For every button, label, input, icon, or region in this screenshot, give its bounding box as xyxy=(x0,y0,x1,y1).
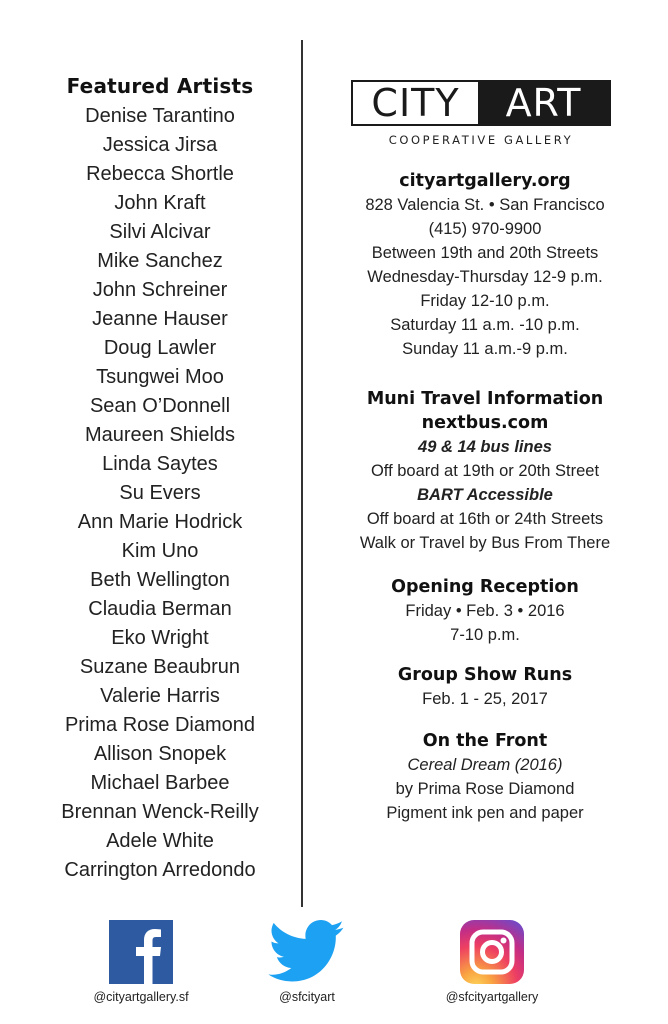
artwork-artist: by Prima Rose Diamond xyxy=(395,780,575,798)
artist-name: Beth Wellington xyxy=(90,569,230,591)
artist-name: Suzane Beaubrun xyxy=(79,656,241,678)
artist-name: Michael Barbee xyxy=(90,772,230,794)
artist-name: Prima Rose Diamond xyxy=(64,714,256,736)
logo-subtitle: COOPERATIVE GALLERY xyxy=(388,133,574,147)
group-show-dates: Feb. 1 - 25, 2017 xyxy=(422,690,548,708)
bart-offboard: Off board at 16th or 24th Streets xyxy=(366,510,604,528)
artist-name: John Kraft xyxy=(114,192,206,214)
facebook-handle: @cityartgallery.sf xyxy=(93,990,189,1004)
twitter-icon xyxy=(267,920,347,984)
facebook-link[interactable] xyxy=(86,920,196,1004)
group-show-section xyxy=(340,663,630,711)
facebook-icon xyxy=(109,920,173,984)
hours-line: Friday 12-10 p.m. xyxy=(420,292,550,310)
artist-name: Tsungwei Moo xyxy=(96,366,224,388)
artist-name: Ann Marie Hodrick xyxy=(77,511,243,533)
on-the-front-title: On the Front xyxy=(422,731,548,751)
hours-line: Wednesday-Thursday 12-9 p.m. xyxy=(367,268,603,286)
opening-date: Friday • Feb. 3 • 2016 xyxy=(405,602,565,620)
artist-name: Carrington Arredondo xyxy=(64,859,256,881)
artist-name: Jeanne Hauser xyxy=(92,308,228,330)
artist-name: Claudia Berman xyxy=(88,598,232,620)
nextbus-link[interactable]: nextbus.com xyxy=(421,413,549,433)
artist-name: Kim Uno xyxy=(121,540,199,562)
artist-name: Eko Wright xyxy=(111,627,209,649)
artist-name: Linda Saytes xyxy=(102,453,218,475)
phone: (415) 970-9900 xyxy=(428,220,542,238)
instagram-icon xyxy=(460,920,524,984)
social-links xyxy=(0,920,668,1020)
artist-name: Rebecca Shortle xyxy=(86,163,234,185)
column-divider xyxy=(301,40,303,907)
opening-time: 7-10 p.m. xyxy=(450,626,520,644)
muni-title: Muni Travel Information xyxy=(366,389,604,409)
artist-name: Brennan Wenck-Reilly xyxy=(61,801,259,823)
website-link[interactable]: cityartgallery.org xyxy=(399,171,571,191)
bart-accessible: BART Accessible xyxy=(417,486,553,504)
artist-name: Denise Tarantino xyxy=(85,105,235,127)
artwork-title: Cereal Dream (2016) xyxy=(407,756,563,774)
artist-name: John Schreiner xyxy=(92,279,228,301)
bus-offboard: Off board at 19th or 20th Street xyxy=(370,462,600,480)
artist-name: Su Evers xyxy=(119,482,201,504)
artist-name: Allison Snopek xyxy=(93,743,227,765)
bus-lines: 49 & 14 bus lines xyxy=(418,438,552,456)
artist-name: Adele White xyxy=(106,830,214,852)
instagram-link[interactable] xyxy=(432,920,552,1004)
twitter-link[interactable] xyxy=(262,920,352,1004)
muni-section xyxy=(340,387,630,555)
hours-line: Sunday 11 a.m.-9 p.m. xyxy=(402,340,568,358)
featured-artists-column xyxy=(30,72,290,885)
artist-name: Jessica Jirsa xyxy=(102,134,218,156)
artist-name: Maureen Shields xyxy=(84,424,236,446)
city-art-logo xyxy=(351,80,611,147)
featured-artists-title: Featured Artists xyxy=(66,74,254,98)
artist-name: Doug Lawler xyxy=(103,337,217,359)
logo-box xyxy=(351,80,611,126)
artist-name: Silvi Alcivar xyxy=(109,221,211,243)
opening-reception-title: Opening Reception xyxy=(391,577,579,597)
twitter-handle: @sfcityart xyxy=(279,990,335,1004)
gallery-contact-section xyxy=(340,169,630,361)
instagram-handle: @sfcityartgallery xyxy=(445,990,539,1004)
hours-line: Saturday 11 a.m. -10 p.m. xyxy=(390,316,580,334)
opening-reception-section xyxy=(340,575,630,647)
gallery-info-column xyxy=(340,80,630,825)
artist-list xyxy=(30,102,290,885)
group-show-title: Group Show Runs xyxy=(397,665,573,685)
on-the-front-section xyxy=(340,729,630,825)
artist-name: Mike Sanchez xyxy=(97,250,223,272)
artwork-medium: Pigment ink pen and paper xyxy=(386,804,584,822)
artist-name: Valerie Harris xyxy=(100,685,220,707)
cross-streets: Between 19th and 20th Streets xyxy=(371,244,599,262)
address: 828 Valencia St. • San Francisco xyxy=(365,196,605,214)
walk-info: Walk or Travel by Bus From There xyxy=(359,534,611,552)
logo-word-art: ART xyxy=(478,82,609,124)
artist-name: Sean O’Donnell xyxy=(89,395,231,417)
logo-word-city: CITY xyxy=(371,81,460,125)
